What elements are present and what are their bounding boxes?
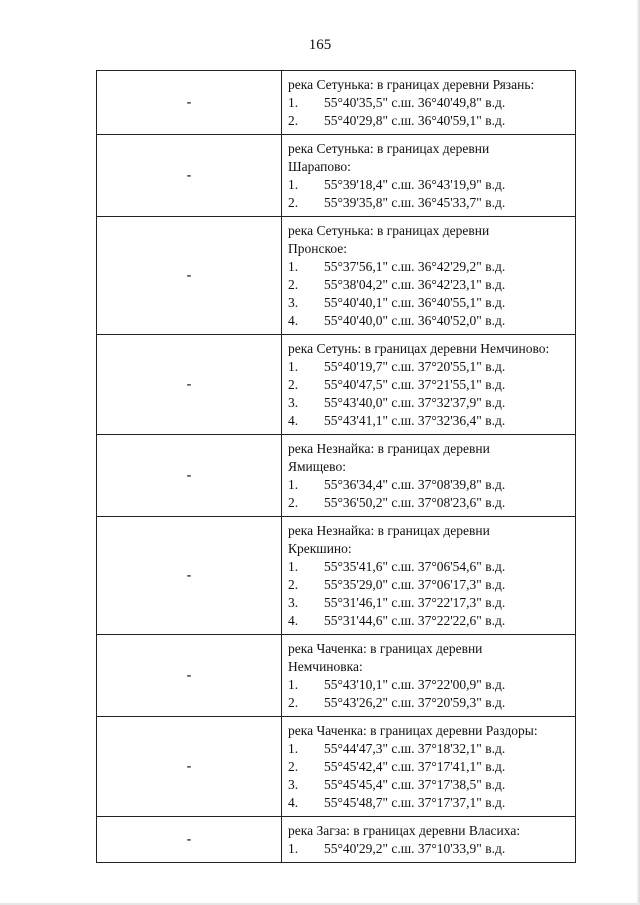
coordinate-line bbox=[288, 594, 571, 612]
coordinate-number: 3. bbox=[288, 395, 299, 410]
row-dash-cell: - bbox=[97, 517, 282, 635]
row-dash-cell: - bbox=[97, 71, 282, 135]
coordinate-value: 55°35'29,0" с.ш. 37°06'17,3" в.д. bbox=[324, 577, 506, 592]
river-boundary-title: река Незнайка: в границах деревни bbox=[288, 441, 490, 456]
coordinate-line bbox=[288, 612, 571, 630]
coordinate-line bbox=[288, 558, 571, 576]
coordinate-number: 1. bbox=[288, 677, 299, 692]
coordinate-value: 55°44'47,3" с.ш. 37°18'32,1" в.д. bbox=[324, 741, 506, 756]
coordinate-number: 1. bbox=[288, 359, 299, 374]
coordinate-line bbox=[288, 412, 571, 430]
coordinate-number: 3. bbox=[288, 595, 299, 610]
coordinate-number: 4. bbox=[288, 613, 299, 628]
coordinate-number: 2. bbox=[288, 759, 299, 774]
coordinate-line bbox=[288, 740, 571, 758]
table-body bbox=[97, 71, 576, 863]
coordinate-value: 55°37'56,1" с.ш. 36°42'29,2" в.д. bbox=[324, 259, 506, 274]
river-boundary-title: река Незнайка: в границах деревни bbox=[288, 523, 490, 538]
coordinate-line bbox=[288, 94, 571, 112]
coordinate-line bbox=[288, 394, 571, 412]
row-dash-cell: - bbox=[97, 817, 282, 863]
river-boundary-title: Ямищево: bbox=[288, 459, 346, 474]
row-description-cell bbox=[282, 517, 576, 635]
coordinate-line bbox=[288, 176, 571, 194]
coordinate-number: 1. bbox=[288, 559, 299, 574]
river-boundary-title: Шарапово: bbox=[288, 159, 351, 174]
table-row bbox=[97, 635, 576, 717]
coordinate-number: 3. bbox=[288, 777, 299, 792]
row-description-cell bbox=[282, 135, 576, 217]
row-dash-cell: - bbox=[97, 435, 282, 517]
coordinate-number: 1. bbox=[288, 477, 299, 492]
coordinate-number: 4. bbox=[288, 413, 299, 428]
coordinate-value: 55°31'46,1" с.ш. 37°22'17,3" в.д. bbox=[324, 595, 506, 610]
coordinate-number: 1. bbox=[288, 259, 299, 274]
coordinate-number: 2. bbox=[288, 577, 299, 592]
table-row bbox=[97, 817, 576, 863]
row-dash-cell: - bbox=[97, 217, 282, 335]
row-dash-cell: - bbox=[97, 635, 282, 717]
row-description-cell bbox=[282, 717, 576, 817]
row-dash-cell: - bbox=[97, 717, 282, 817]
coordinate-number: 4. bbox=[288, 313, 299, 328]
coordinate-number: 1. bbox=[288, 177, 299, 192]
river-boundary-title: река Чаченка: в границах деревни bbox=[288, 641, 483, 656]
coordinate-line bbox=[288, 576, 571, 594]
coordinate-line bbox=[288, 112, 571, 130]
table-row bbox=[97, 217, 576, 335]
row-description-cell bbox=[282, 217, 576, 335]
coordinate-value: 55°40'40,0" с.ш. 36°40'52,0" в.д. bbox=[324, 313, 506, 328]
row-description-cell bbox=[282, 817, 576, 863]
coordinate-value: 55°36'34,4" с.ш. 37°08'39,8" в.д. bbox=[324, 477, 506, 492]
river-boundary-title: Пронское: bbox=[288, 241, 347, 256]
coordinate-value: 55°40'47,5" с.ш. 37°21'55,1" в.д. bbox=[324, 377, 506, 392]
coordinate-line bbox=[288, 676, 571, 694]
coordinate-number: 4. bbox=[288, 795, 299, 810]
river-boundary-title: река Загза: в границах деревни Власиха: bbox=[288, 823, 521, 838]
coordinate-number: 2. bbox=[288, 695, 299, 710]
coordinate-value: 55°45'48,7" с.ш. 37°17'37,1" в.д. bbox=[324, 795, 506, 810]
coordinate-number: 3. bbox=[288, 295, 299, 310]
coordinate-line bbox=[288, 358, 571, 376]
row-description-cell bbox=[282, 635, 576, 717]
river-boundary-title: река Сетунька: в границах деревни bbox=[288, 223, 490, 238]
row-dash-cell: - bbox=[97, 135, 282, 217]
coordinate-number: 2. bbox=[288, 113, 299, 128]
coordinate-number: 2. bbox=[288, 495, 299, 510]
table-row bbox=[97, 717, 576, 817]
row-description-cell bbox=[282, 435, 576, 517]
coordinate-number: 1. bbox=[288, 95, 299, 110]
coordinates-table bbox=[96, 70, 576, 863]
coordinate-value: 55°40'29,2" с.ш. 37°10'33,9" в.д. bbox=[324, 841, 506, 856]
river-boundary-title: река Сетунька: в границах деревни Рязань: bbox=[288, 77, 535, 92]
table-row bbox=[97, 135, 576, 217]
coordinate-line bbox=[288, 758, 571, 776]
row-dash-cell: - bbox=[97, 335, 282, 435]
coordinate-value: 55°40'35,5" с.ш. 36°40'49,8" в.д. bbox=[324, 95, 506, 110]
river-boundary-title: Немчиновка: bbox=[288, 659, 363, 674]
coordinate-line bbox=[288, 776, 571, 794]
coordinate-number: 2. bbox=[288, 277, 299, 292]
table-row bbox=[97, 71, 576, 135]
coordinate-line bbox=[288, 294, 571, 312]
coordinate-number: 2. bbox=[288, 195, 299, 210]
river-boundary-title: Крекшино: bbox=[288, 541, 352, 556]
coordinate-value: 55°43'41,1" с.ш. 37°32'36,4" в.д. bbox=[324, 413, 506, 428]
river-boundary-title: река Сетунька: в границах деревни bbox=[288, 141, 490, 156]
coordinate-line bbox=[288, 258, 571, 276]
row-description-cell bbox=[282, 335, 576, 435]
coordinate-value: 55°31'44,6" с.ш. 37°22'22,6" в.д. bbox=[324, 613, 506, 628]
coordinate-value: 55°43'26,2" с.ш. 37°20'59,3" в.д. bbox=[324, 695, 506, 710]
coordinate-line bbox=[288, 694, 571, 712]
coordinate-value: 55°39'18,4" с.ш. 36°43'19,9" в.д. bbox=[324, 177, 506, 192]
page-number: 165 bbox=[308, 37, 332, 53]
coordinate-value: 55°45'45,4" с.ш. 37°17'38,5" в.д. bbox=[324, 777, 506, 792]
coordinate-value: 55°40'29,8" с.ш. 36°40'59,1" в.д. bbox=[324, 113, 506, 128]
river-boundary-title: река Сетунь: в границах деревни Немчиново: bbox=[288, 341, 550, 356]
coordinate-value: 55°45'42,4" с.ш. 37°17'41,1" в.д. bbox=[324, 759, 506, 774]
coordinate-number: 1. bbox=[288, 741, 299, 756]
coordinate-value: 55°40'19,7" с.ш. 37°20'55,1" в.д. bbox=[324, 359, 506, 374]
coordinate-number: 1. bbox=[288, 841, 299, 856]
coordinate-value: 55°43'10,1" с.ш. 37°22'00,9" в.д. bbox=[324, 677, 506, 692]
coordinate-number: 2. bbox=[288, 377, 299, 392]
row-description-cell bbox=[282, 71, 576, 135]
coordinate-line bbox=[288, 494, 571, 512]
coordinate-line bbox=[288, 312, 571, 330]
coordinate-value: 55°40'40,1" с.ш. 36°40'55,1" в.д. bbox=[324, 295, 506, 310]
coordinate-value: 55°36'50,2" с.ш. 37°08'23,6" в.д. bbox=[324, 495, 506, 510]
coordinate-line bbox=[288, 194, 571, 212]
coordinate-value: 55°43'40,0" с.ш. 37°32'37,9" в.д. bbox=[324, 395, 506, 410]
coordinate-line bbox=[288, 476, 571, 494]
coordinate-value: 55°35'41,6" с.ш. 37°06'54,6" в.д. bbox=[324, 559, 506, 574]
table-row bbox=[97, 335, 576, 435]
coordinate-line bbox=[288, 376, 571, 394]
coordinate-line bbox=[288, 276, 571, 294]
table-row bbox=[97, 517, 576, 635]
coordinate-line bbox=[288, 840, 571, 858]
coordinate-value: 55°38'04,2" с.ш. 36°42'23,1" в.д. bbox=[324, 277, 506, 292]
river-boundary-title: река Чаченка: в границах деревни Раздоры: bbox=[288, 723, 538, 738]
table-row bbox=[97, 435, 576, 517]
coordinate-value: 55°39'35,8" с.ш. 36°45'33,7" в.д. bbox=[324, 195, 506, 210]
coordinate-line bbox=[288, 794, 571, 812]
